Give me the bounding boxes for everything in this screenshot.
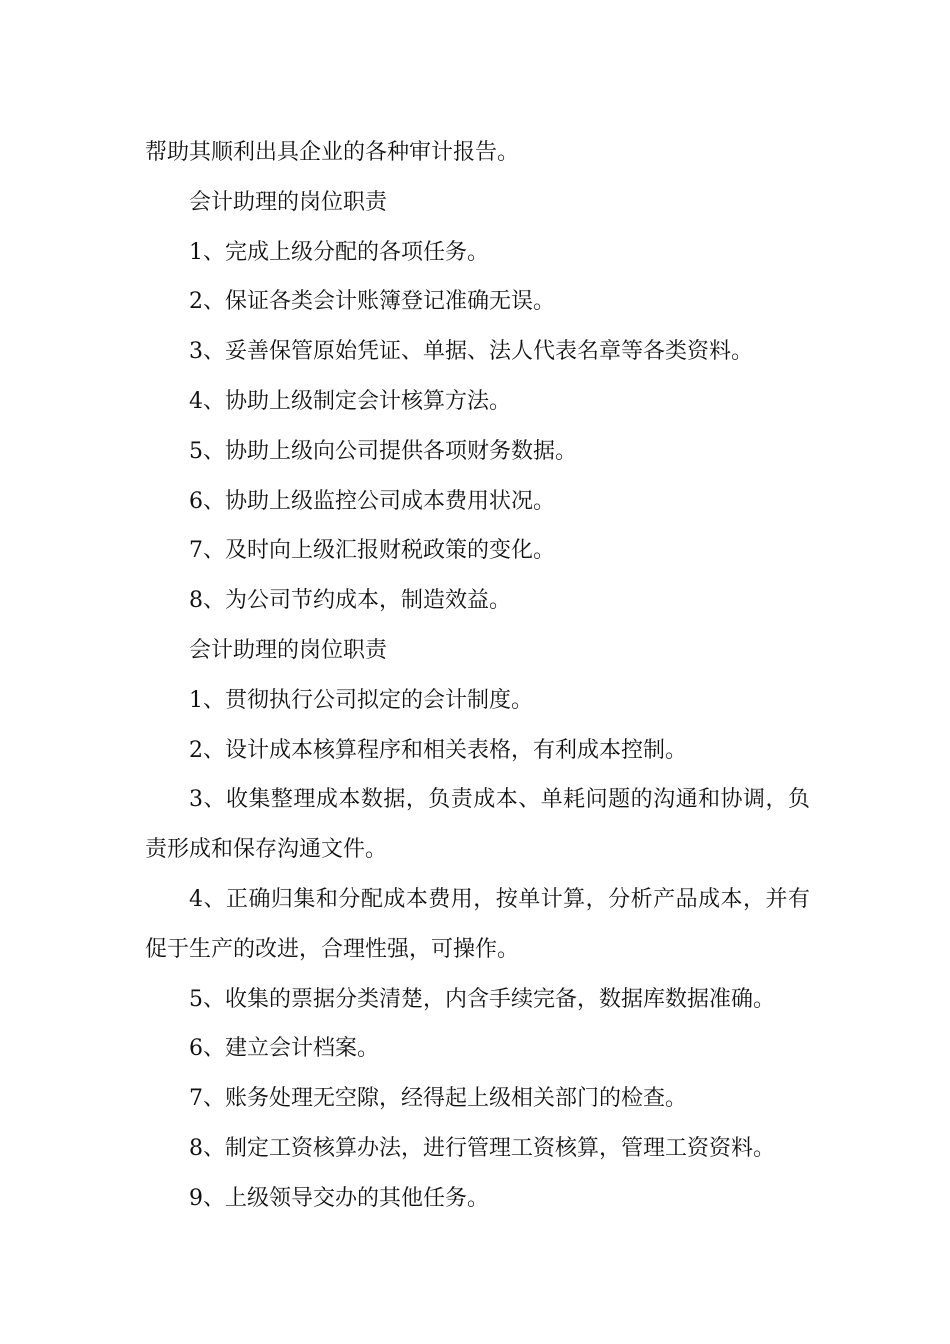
section-heading: 会计助理的岗位职责 xyxy=(189,189,388,215)
duty-item: 4、协助上级制定会计核算方法。 xyxy=(189,388,511,414)
duty-item: 5、协助上级向公司提供各项财务数据。 xyxy=(189,438,577,464)
duty-item: 1、完成上级分配的各项任务。 xyxy=(189,239,489,265)
section-heading: 会计助理的岗位职责 xyxy=(189,637,388,663)
duty-item: 5、收集的票据分类清楚，内含手续完备，数据库数据准确。 xyxy=(189,986,775,1012)
duty-item: 8、为公司节约成本，制造效益。 xyxy=(189,588,511,614)
continuation-paragraph: 帮助其顺利出具企业的各种审计报告。 xyxy=(145,140,520,165)
duty-item: 9、上级领导交办的其他任务。 xyxy=(189,1185,489,1211)
duty-item: 7、账务处理无空隙，经得起上级相关部门的检查。 xyxy=(189,1086,687,1112)
duty-item: 8、制定工资核算办法，进行管理工资核算，管理工资资料。 xyxy=(189,1135,775,1161)
duty-item: 6、协助上级监控公司成本费用状况。 xyxy=(189,488,555,514)
duty-item: 4、正确归集和分配成本费用，按单计算，分析产品成本，并有促于生产的改进，合理性强，可操作。 xyxy=(145,886,810,962)
duty-item: 3、收集整理成本数据，负责成本、单耗问题的沟通和协调，负责形成和保存沟通文件。 xyxy=(145,787,810,863)
duty-item: 3、妥善保管原始凭证、单据、法人代表名章等各类资料。 xyxy=(189,339,753,365)
duty-item: 6、建立会计档案。 xyxy=(189,1036,379,1062)
duty-item: 1、贯彻执行公司拟定的会计制度。 xyxy=(189,687,533,713)
document-body xyxy=(145,128,810,1224)
duty-item: 2、设计成本核算程序和相关表格，有利成本控制。 xyxy=(189,737,687,763)
duty-item: 2、保证各类会计账簿登记准确无误。 xyxy=(189,289,555,315)
duty-item: 7、及时向上级汇报财税政策的变化。 xyxy=(189,538,555,564)
